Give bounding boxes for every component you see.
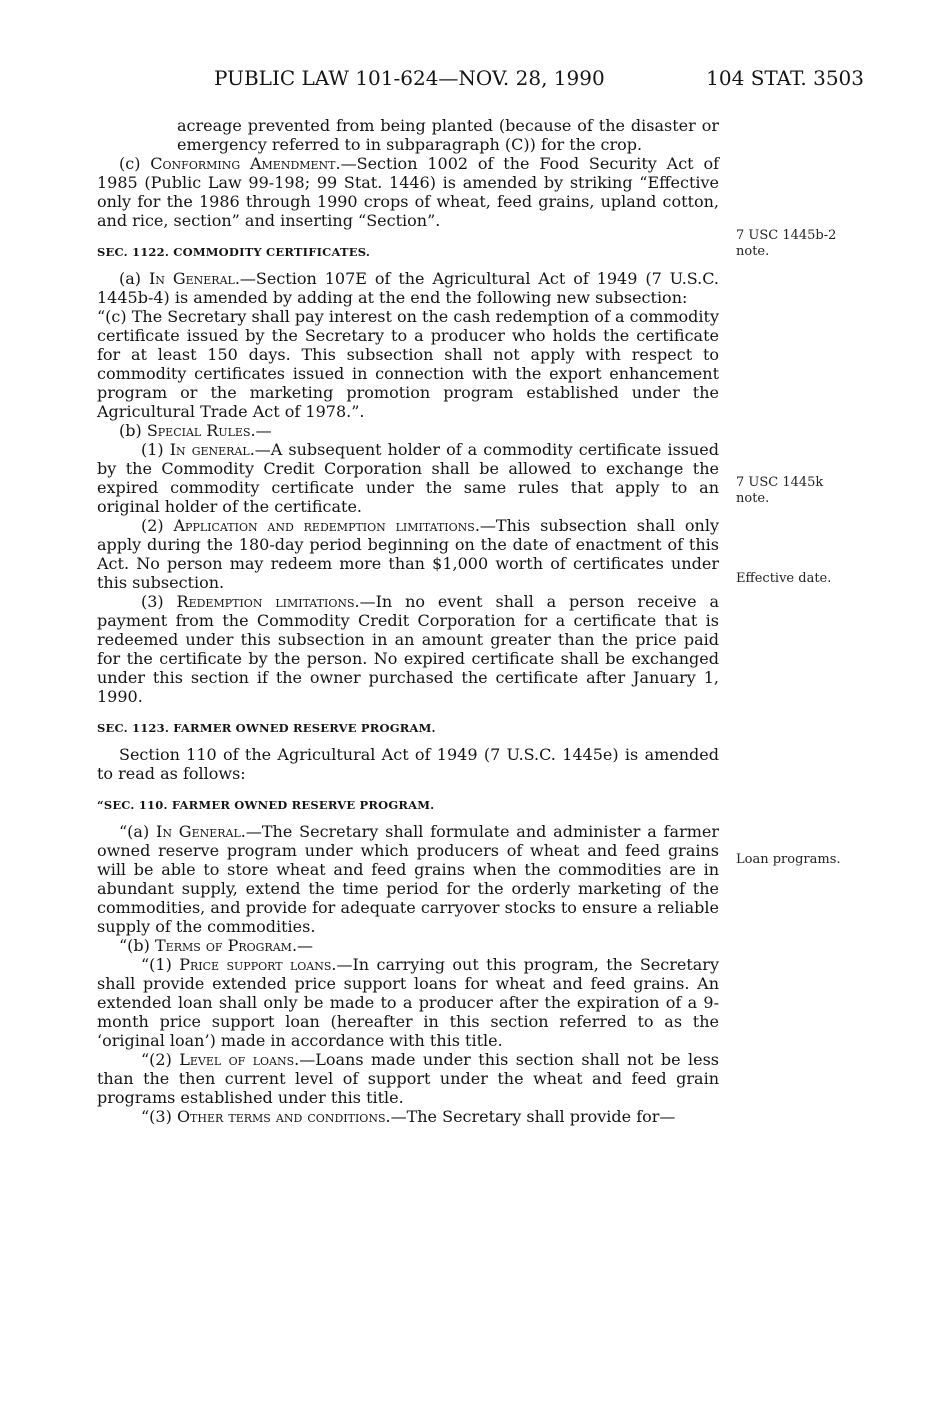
subsection-a-in-general <box>97 269 719 307</box>
quoted-paragraph-b2-level-of-loans <box>97 1050 719 1107</box>
section-110-intro: Section 110 of the Agricultural Act of 1949 (7 U.S.C. 1445e) is amended to read as follows: <box>97 745 719 783</box>
quoted-paragraph-b3-other-terms <box>97 1107 719 1126</box>
header-stat-page: 104 STAT. 3503 <box>706 66 864 90</box>
subsection-c-conforming-amendment <box>97 154 719 230</box>
margin-note-usc-1445b-2 <box>736 228 836 260</box>
margin-note-usc-1445k <box>736 475 823 507</box>
paragraph-heading: Other terms and conditions <box>176 1107 386 1126</box>
paragraph-heading: Application and redemption limitations <box>173 516 475 535</box>
subsection-heading: In General <box>156 822 241 841</box>
paragraph-text: .—Loans made under this section shall not be less than the then current level of support under the wheat and feed grain programs established under this title. <box>97 1050 719 1107</box>
paragraph-b1-in-general <box>97 440 719 516</box>
quoted-subsection-b-terms <box>97 936 719 955</box>
subsection-label: “(b) <box>119 936 155 955</box>
subsection-text: .— <box>291 936 314 955</box>
paragraph-text: .—In no event shall a person receive a payment from the Commodity Credit Corporation for a certificate that is redeemed under this subsection in an amount greater than the price paid for the certificate by the person. No expired certificate shall be exchanged under this section if the owner purchased the certificate after January 1, 1990. <box>97 592 719 706</box>
paragraph-text: .—A subsequent holder of a commodity certificate issued by the Commodity Credit Corporation shall be allowed to exchange the expired commodity certificate under the same rules that apply to an original holder of the certificate. <box>97 440 720 516</box>
quoted-subsection-a-in-general <box>97 822 719 936</box>
subsection-label: (a) <box>119 269 149 288</box>
subsection-label: (b) <box>119 421 147 440</box>
margin-note-line: note. <box>736 491 770 506</box>
paragraph-label: “(2) <box>141 1050 180 1069</box>
paragraph-heading: Redemption limitations <box>176 592 355 611</box>
paragraph-text: .—This subsection shall only apply during the 180-day period beginning on the date of enactment of this Act. No person may redeem more than $1,000 worth of certificates under this subsection. <box>97 516 720 592</box>
subsection-label: (c) <box>119 154 151 173</box>
paragraph-label: (1) <box>141 440 170 459</box>
quoted-paragraph-b1-price-support <box>97 955 719 1050</box>
paragraph-text: .—The Secretary shall provide for— <box>385 1107 676 1126</box>
paragraph-label: “(1) <box>141 955 180 974</box>
subsection-b-special-rules <box>97 421 719 440</box>
paragraph-b3-redemption-limitations <box>97 592 719 706</box>
margin-note-effective-date: Effective date. <box>736 571 832 586</box>
section-heading-1122: SEC. 1122. COMMODITY CERTIFICATES. <box>97 245 371 259</box>
document-body <box>97 116 719 1126</box>
paragraph-heading: Level of loans <box>179 1050 295 1069</box>
subsection-heading: Special Rules <box>146 421 251 440</box>
margin-note-line: note. <box>736 244 770 259</box>
paragraph-b2-application-limitations <box>97 516 719 592</box>
subsection-heading: Conforming Amendment <box>150 154 336 173</box>
paragraph-text: .—In carrying out this program, the Secretary shall provide extended price support loans for wheat and feed grains. An extended loan shall only be made to a producer after the expiration of a 9-month price support loan (hereafter in this section referred to as the ‘original loan’) made in accordance with this title. <box>97 955 719 1050</box>
subsection-heading: Terms of Program <box>155 936 292 955</box>
paragraph-continuation: acreage prevented from being planted (because of the disaster or emergency referred to in subparagraph (C)) for the crop. <box>177 116 719 154</box>
subsection-text: .—The Secretary shall formulate and administer a farmer owned reserve program under which producers of wheat and feed grains will be able to store wheat and feed grains when the commodities are in abundant supply, extend the time period for the orderly marketing of the commodities, and provide for adequate carryover stocks to ensure a reliable supply of the commodities. <box>97 822 720 936</box>
section-heading-1123: SEC. 1123. FARMER OWNED RESERVE PROGRAM. <box>97 721 436 735</box>
paragraph-heading: Price support loans <box>179 955 332 974</box>
paragraph-label: “(3) <box>141 1107 177 1126</box>
quoted-subsection-c: “(c) The Secretary shall pay interest on the cash redemption of a commodity certificate issued by the Secretary to a producer who holds the certificate for at least 150 days. This subsection shall not apply with respect to commodity certificates issued in connection with the export enhancement program or the marketing promotion program established under the Agricultural Trade Act of 1978.”. <box>97 307 719 421</box>
section-heading-110: “SEC. 110. FARMER OWNED RESERVE PROGRAM. <box>97 798 435 812</box>
paragraph-label: (2) <box>141 516 174 535</box>
subsection-text: .—Section 1002 of the Food Security Act of 1985 (Public Law 99-198; 99 Stat. 1446) is amended by striking “Effective only for the 1986 through 1990 crops of wheat, feed grains, upland cotton, and rice, section” and inserting “Section”. <box>97 154 720 230</box>
subsection-text: .— <box>250 421 272 440</box>
header-title: PUBLIC LAW 101-624—NOV. 28, 1990 <box>214 66 605 90</box>
subsection-label: “(a) <box>119 822 157 841</box>
subsection-text: .—Section 107E of the Agricultural Act of 1949 (7 U.S.C. 1445b-4) is amended by adding at the end the following new subsection: <box>97 269 720 307</box>
margin-note-loan-programs: Loan programs. <box>736 852 841 867</box>
paragraph-label: (3) <box>141 592 177 611</box>
subsection-heading: In General <box>148 269 235 288</box>
margin-note-line: 7 USC 1445k <box>736 475 824 490</box>
margin-note-line: 7 USC 1445b-2 <box>736 228 837 243</box>
paragraph-heading: In general <box>169 440 250 459</box>
